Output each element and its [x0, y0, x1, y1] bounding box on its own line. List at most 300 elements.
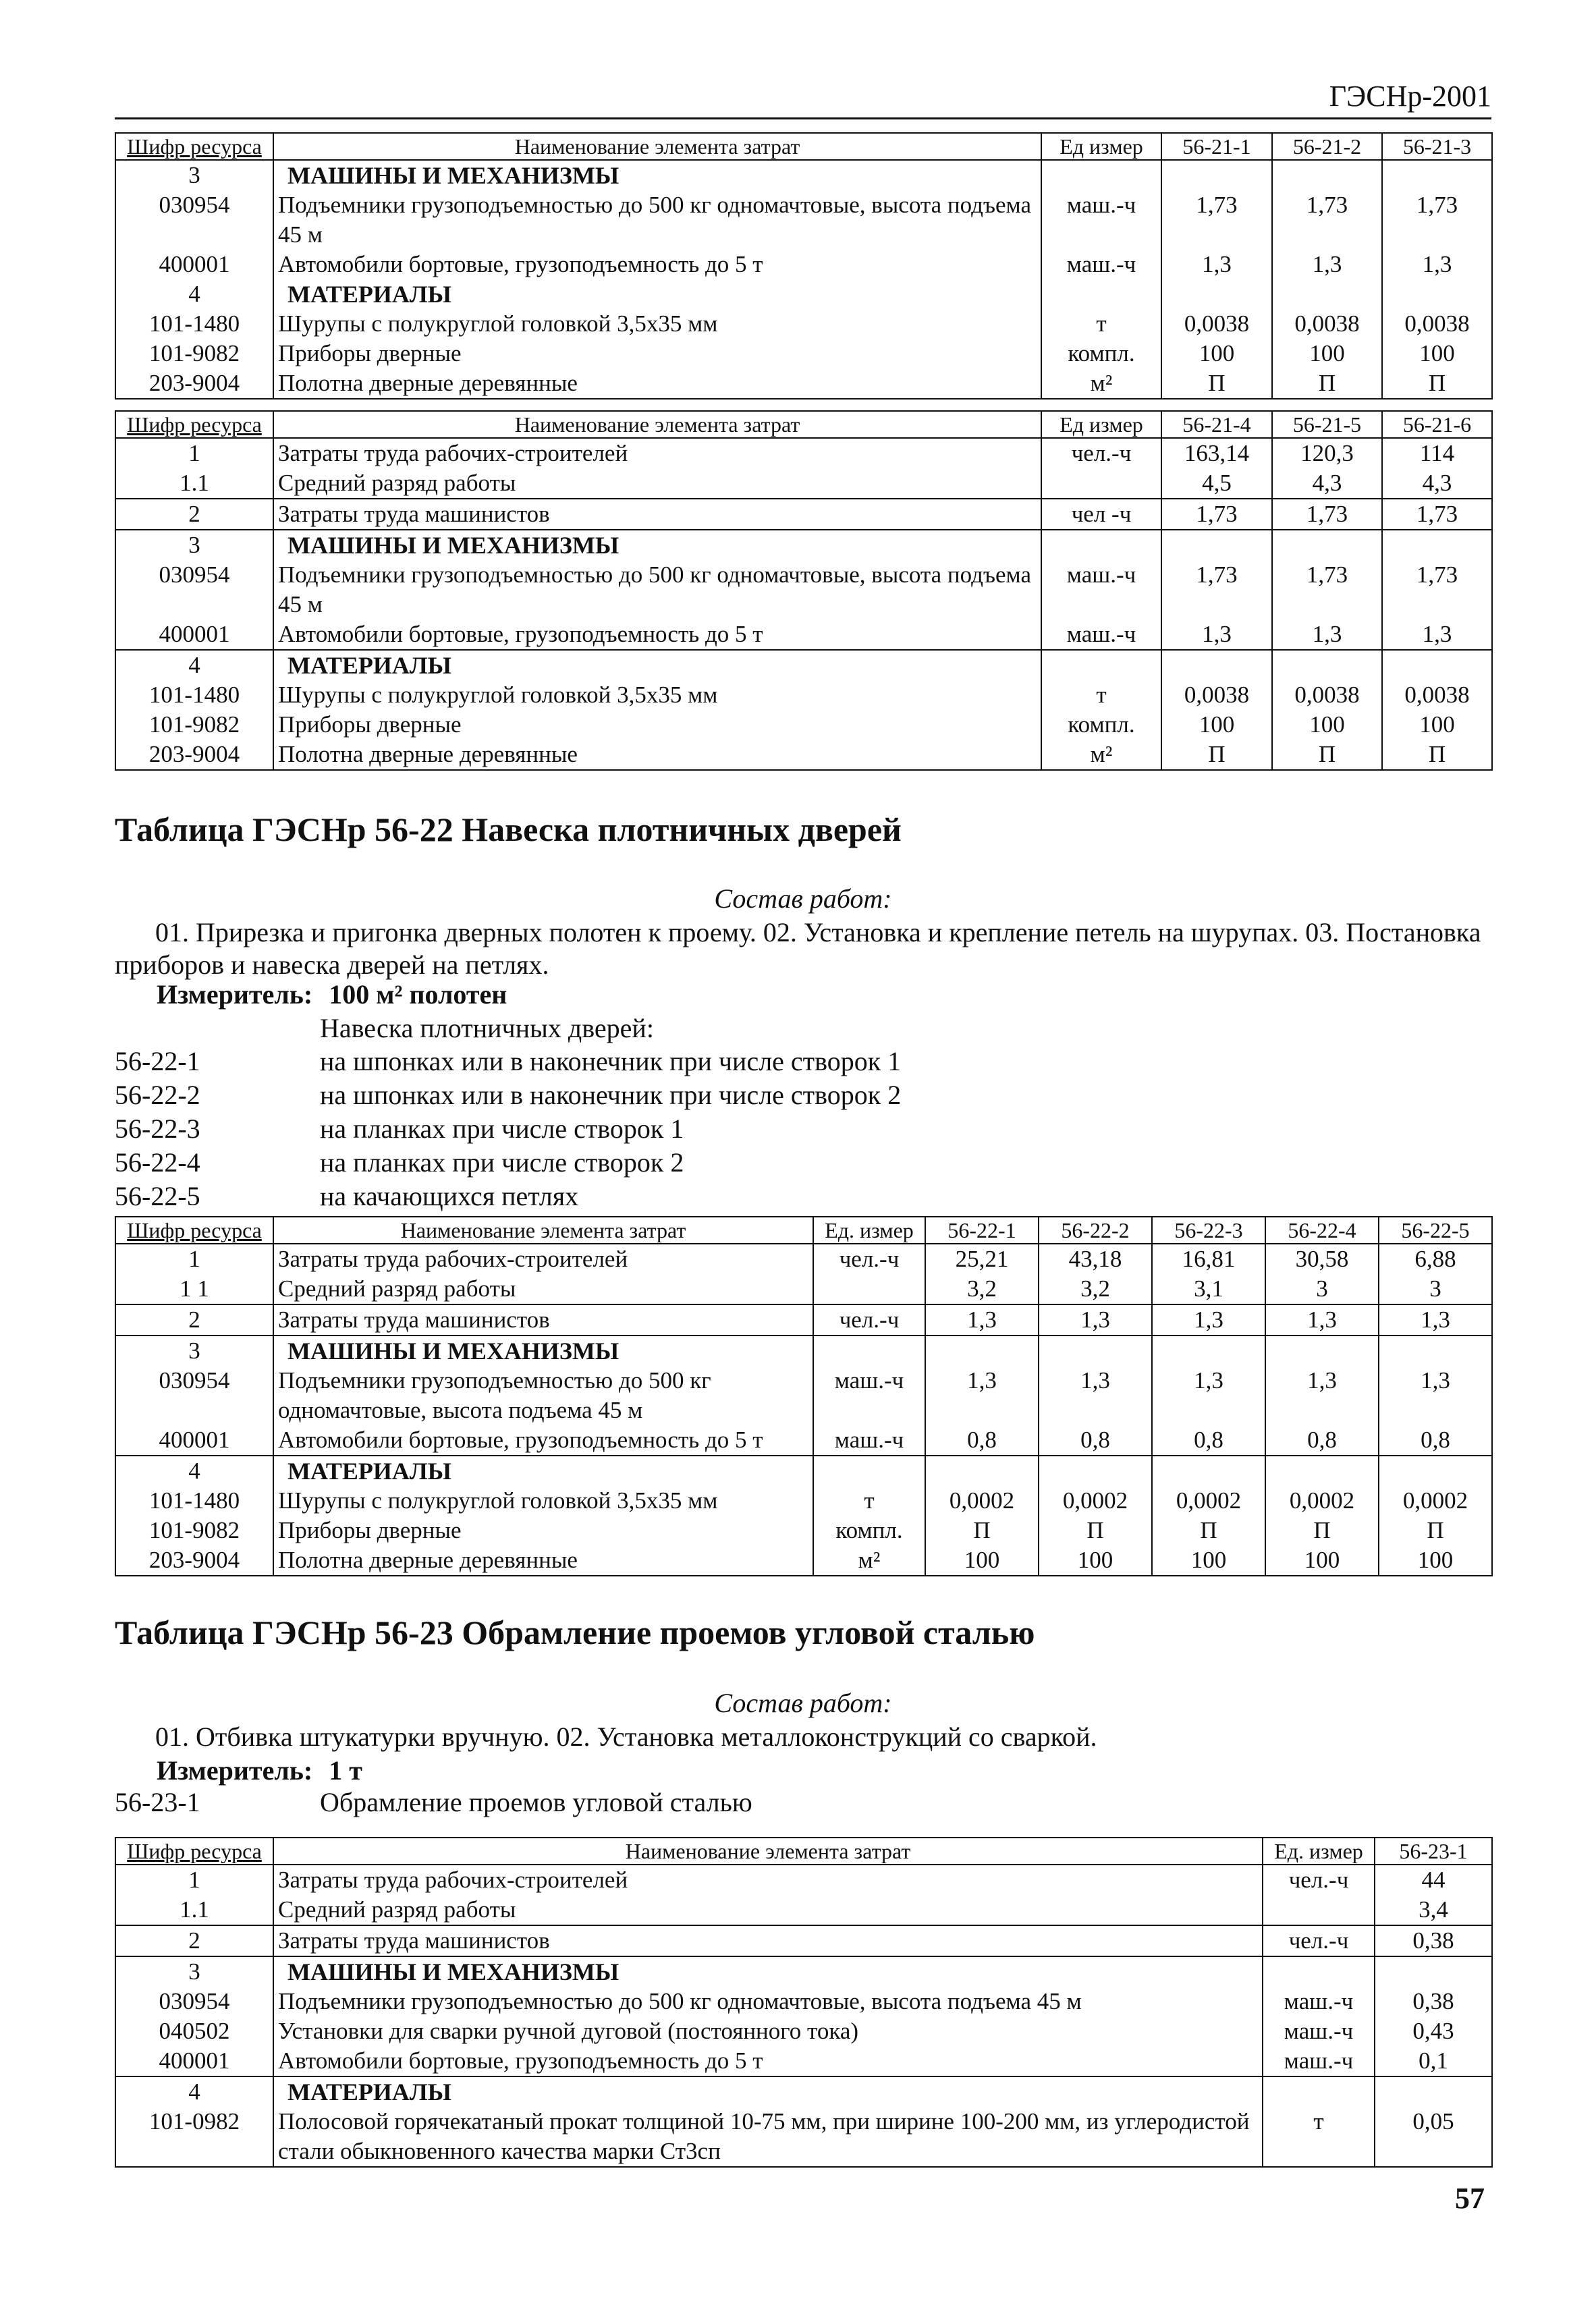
- norm-value: 100: [1272, 339, 1382, 368]
- resource-code: 101-1480: [115, 309, 273, 339]
- norm-value: [1152, 1456, 1265, 1486]
- norm-value: 1,3: [1272, 620, 1382, 650]
- column-header: Шифр ресурса: [115, 133, 273, 160]
- cost-element-name: Шурупы с полукруглой головкой 3,5х35 мм: [273, 680, 1041, 710]
- resource-code: 040502: [115, 2016, 273, 2046]
- unit: [1041, 650, 1161, 680]
- unit: маш.-ч: [1041, 620, 1161, 650]
- cost-element-name: Шурупы с полукруглой головкой 3,5х35 мм: [273, 309, 1041, 339]
- norm-value: 1,3: [1272, 250, 1382, 279]
- unit: т: [1263, 2107, 1375, 2167]
- norm-value: 100: [1379, 1545, 1492, 1576]
- column-header: Ед измер: [1041, 411, 1161, 438]
- resource-code: 4: [115, 1456, 273, 1486]
- cost-element-name: Средний разряд работы: [273, 1895, 1263, 1925]
- unit: компл.: [1041, 710, 1161, 740]
- table-row: [115, 710, 1492, 740]
- norm-value: 3,2: [925, 1274, 1039, 1304]
- column-header: 56-21-1: [1161, 133, 1272, 160]
- norm-value: 1,3: [1039, 1366, 1152, 1425]
- resource-code: 101-9082: [115, 710, 273, 740]
- unit: м²: [1041, 740, 1161, 770]
- norm-value: [1272, 160, 1382, 190]
- norm-value: 0,0038: [1382, 309, 1492, 339]
- norm-value: 1,3: [925, 1366, 1039, 1425]
- unit: чел.-ч: [813, 1304, 925, 1336]
- norm-value: 100: [1152, 1545, 1265, 1576]
- column-header: 56-22-3: [1152, 1217, 1265, 1244]
- norm-value: 1,3: [1379, 1304, 1492, 1336]
- cost-element-name: Приборы дверные: [273, 339, 1041, 368]
- norm-code: 56-22-3: [115, 1113, 200, 1144]
- norm-value: 1,3: [1161, 620, 1272, 650]
- cost-element-name: Автомобили бортовые, грузоподъемность до 5 т: [273, 2046, 1263, 2076]
- norm-value: 100: [1272, 710, 1382, 740]
- section-row: [115, 160, 1492, 190]
- group-title: Навеска плотничных дверей:: [320, 1013, 654, 1043]
- unit: м²: [1041, 368, 1161, 399]
- norm-value: 0,0002: [925, 1486, 1039, 1516]
- table-row: [115, 368, 1492, 399]
- norm-value: 1,73: [1161, 499, 1272, 530]
- norm-value: П: [1039, 1516, 1152, 1545]
- table-row: [115, 250, 1492, 279]
- norm-code: 56-22-1: [115, 1046, 200, 1076]
- norm-value: 4,3: [1272, 468, 1382, 499]
- section-row: [115, 530, 1492, 560]
- resource-code: 400001: [115, 1425, 273, 1456]
- unit: т: [1041, 309, 1161, 339]
- norm-value: 1,3: [1152, 1304, 1265, 1336]
- table-row: [115, 190, 1492, 250]
- norm-item-56-23-1: [115, 1786, 752, 1819]
- norm-list: [115, 1045, 901, 1213]
- norm-value: 1,3: [1382, 620, 1492, 650]
- unit: маш.-ч: [1263, 2016, 1375, 2046]
- norm-value: 1,73: [1382, 499, 1492, 530]
- unit: [1041, 279, 1161, 309]
- norm-code: 56-22-2: [115, 1080, 200, 1110]
- cost-element-name: Средний разряд работы: [273, 468, 1041, 499]
- norm-value: 1,3: [1379, 1366, 1492, 1425]
- unit: т: [1041, 680, 1161, 710]
- norm-value: 0,0038: [1161, 680, 1272, 710]
- norm-text: Обрамление проемов угловой сталью: [320, 1787, 752, 1817]
- norm-value: [1272, 530, 1382, 560]
- cost-element-name: МАШИНЫ И МЕХАНИЗМЫ: [273, 160, 1041, 190]
- resource-code: 1: [115, 1865, 273, 1895]
- unit: маш.-ч: [813, 1366, 925, 1425]
- norm-value: [1265, 1336, 1379, 1366]
- norm-code: 56-22-4: [115, 1147, 200, 1178]
- norm-value: 100: [1265, 1545, 1379, 1576]
- norm-value: [1382, 650, 1492, 680]
- cost-element-name: Приборы дверные: [273, 1516, 813, 1545]
- unit: [813, 1456, 925, 1486]
- table-row: [115, 1925, 1492, 1956]
- norm-value: 3: [1379, 1274, 1492, 1304]
- norm-value: 3,1: [1152, 1274, 1265, 1304]
- norm-value: [1039, 1336, 1152, 1366]
- norm-value: 1,73: [1272, 190, 1382, 250]
- norm-value: 1,73: [1272, 499, 1382, 530]
- norm-value: 44: [1375, 1865, 1492, 1895]
- cost-element-name: Подъемники грузоподъемностью до 500 кг одномачтовые, высота подъема 45 м: [273, 560, 1041, 620]
- norm-value: [1382, 160, 1492, 190]
- table-row: [115, 2016, 1492, 2046]
- unit: [1041, 160, 1161, 190]
- section-row: [115, 1456, 1492, 1486]
- column-header: 56-21-4: [1161, 411, 1272, 438]
- norm-value: 3: [1265, 1274, 1379, 1304]
- table-row: [115, 1366, 1492, 1425]
- column-header: Наименование элемента затрат: [273, 411, 1041, 438]
- norm-value: [1161, 650, 1272, 680]
- resource-code: 1: [115, 438, 273, 468]
- work-composition-label: Состав работ:: [714, 883, 892, 914]
- norm-value: 100: [925, 1545, 1039, 1576]
- column-header: 56-21-3: [1382, 133, 1492, 160]
- cost-element-name: Автомобили бортовые, грузоподъемность до 5 т: [273, 250, 1041, 279]
- norm-value: 100: [1161, 339, 1272, 368]
- column-header: 56-23-1: [1375, 1838, 1492, 1865]
- resource-code: 4: [115, 2076, 273, 2107]
- section-row: [115, 1336, 1492, 1366]
- norm-value: 100: [1161, 710, 1272, 740]
- norm-value: [1272, 279, 1382, 309]
- cost-element-name: МАШИНЫ И МЕХАНИЗМЫ: [273, 1336, 813, 1366]
- header-row: [115, 133, 1492, 160]
- norm-value: 4,5: [1161, 468, 1272, 499]
- norm-text: на шпонках или в наконечник при числе створок 1: [320, 1046, 902, 1076]
- cost-element-name: Затраты труда машинистов: [273, 1925, 1263, 1956]
- unit: м²: [813, 1545, 925, 1576]
- norm-value: 0,0038: [1272, 309, 1382, 339]
- norm-value: [1272, 650, 1382, 680]
- work-composition-label-2: Состав работ:: [714, 1688, 892, 1718]
- resource-code: 4: [115, 279, 273, 309]
- list-item: [115, 1045, 901, 1078]
- unit: [813, 1336, 925, 1366]
- resource-code: 030954: [115, 190, 273, 250]
- norm-text: на качающихся петлях: [320, 1181, 579, 1211]
- table-56-22-title: Таблица ГЭСНр 56-22 Навеска плотничных дверей: [115, 810, 902, 848]
- norm-value: 3,4: [1375, 1895, 1492, 1925]
- header-row: [115, 411, 1492, 438]
- resource-code: 203-9004: [115, 368, 273, 399]
- unit: маш.-ч: [1263, 2046, 1375, 2076]
- resource-code: 1: [115, 1244, 273, 1274]
- table-56-23-title: Таблица ГЭСНр 56-23 Обрамление проемов угловой сталью: [115, 1614, 1035, 1651]
- cost-element-name: Шурупы с полукруглой головкой 3,5х35 мм: [273, 1486, 813, 1516]
- resource-code: 1.1: [115, 468, 273, 499]
- cost-element-name: МАТЕРИАЛЫ: [273, 2076, 1263, 2107]
- unit: т: [813, 1486, 925, 1516]
- cost-element-name: МАТЕРИАЛЫ: [273, 1456, 813, 1486]
- table-row: [115, 438, 1492, 468]
- section-row: [115, 2076, 1492, 2107]
- resource-code: 2: [115, 1925, 273, 1956]
- norm-value: 0,1: [1375, 2046, 1492, 2076]
- norm-value: 3,2: [1039, 1274, 1152, 1304]
- table-56-21-part2: [115, 410, 1493, 771]
- norm-value: 1,3: [1265, 1304, 1379, 1336]
- table-row: [115, 1244, 1492, 1274]
- norm-value: 163,14: [1161, 438, 1272, 468]
- column-header: Шифр ресурса: [115, 1838, 273, 1865]
- table-row: [115, 680, 1492, 710]
- cost-element-name: Затраты труда рабочих-строителей: [273, 438, 1041, 468]
- norm-value: [1152, 1336, 1265, 1366]
- resource-code: 101-9082: [115, 1516, 273, 1545]
- resource-code: 3: [115, 530, 273, 560]
- resource-code: 400001: [115, 250, 273, 279]
- cost-element-name: Приборы дверные: [273, 710, 1041, 740]
- resource-code: 101-1480: [115, 1486, 273, 1516]
- table-row: [115, 1987, 1492, 2016]
- column-header: 56-21-6: [1382, 411, 1492, 438]
- measurer-label-2: Измеритель:: [157, 1755, 313, 1786]
- norm-value: 0,0038: [1272, 680, 1382, 710]
- unit: маш.-ч: [813, 1425, 925, 1456]
- table-row: [115, 468, 1492, 499]
- table-row: [115, 1545, 1492, 1576]
- page-header: [115, 80, 1491, 119]
- norm-value: 0,8: [1039, 1425, 1152, 1456]
- list-item: [115, 1180, 901, 1213]
- cost-element-name: МАТЕРИАЛЫ: [273, 650, 1041, 680]
- norm-value: 0,05: [1375, 2107, 1492, 2167]
- table-row: [115, 1516, 1492, 1545]
- norm-value: 0,0002: [1152, 1486, 1265, 1516]
- unit: маш.-ч: [1041, 190, 1161, 250]
- header-row: [115, 1838, 1492, 1865]
- cost-element-name: Полотна дверные деревянные: [273, 740, 1041, 770]
- column-header: Ед измер: [1041, 133, 1161, 160]
- resource-code: 203-9004: [115, 740, 273, 770]
- cost-element-name: Автомобили бортовые, грузоподъемность до 5 т: [273, 620, 1041, 650]
- table-56-21-part1: [115, 132, 1493, 400]
- norm-text: на шпонках или в наконечник при числе створок 2: [320, 1080, 902, 1110]
- measurer-value-2: 1 т: [329, 1755, 362, 1786]
- norm-value: 1,3: [1039, 1304, 1152, 1336]
- unit: [813, 1274, 925, 1304]
- norm-value: 1,3: [1265, 1366, 1379, 1425]
- norm-value: 0,0038: [1382, 680, 1492, 710]
- table-row: [115, 1425, 1492, 1456]
- cost-element-name: Полотна дверные деревянные: [273, 368, 1041, 399]
- norm-value: 0,38: [1375, 1925, 1492, 1956]
- norm-value: П: [1272, 740, 1382, 770]
- table-row: [115, 740, 1492, 770]
- norm-value: 1,3: [925, 1304, 1039, 1336]
- norm-value: 1,73: [1161, 560, 1272, 620]
- norm-value: [1379, 1456, 1492, 1486]
- table-56-23: [115, 1837, 1493, 2168]
- norm-text: на планках при числе створок 2: [320, 1147, 684, 1178]
- cost-element-name: Подъемники грузоподъемностью до 500 кг одномачтовые, высота подъема 45 м: [273, 1987, 1263, 2016]
- norm-value: 1,3: [1152, 1366, 1265, 1425]
- norm-value: [1379, 1336, 1492, 1366]
- cost-element-name: Средний разряд работы: [273, 1274, 813, 1304]
- norm-value: [1161, 530, 1272, 560]
- resource-code: 3: [115, 160, 273, 190]
- norm-value: 114: [1382, 438, 1492, 468]
- measurer-2: [157, 1755, 362, 1786]
- resource-code: 400001: [115, 2046, 273, 2076]
- column-header: Шифр ресурса: [115, 411, 273, 438]
- norm-value: 100: [1382, 339, 1492, 368]
- resource-code: 400001: [115, 620, 273, 650]
- unit: [1263, 1956, 1375, 1987]
- resource-code: 3: [115, 1956, 273, 1987]
- unit: маш.-ч: [1263, 1987, 1375, 2016]
- norm-text: на планках при числе створок 1: [320, 1113, 684, 1144]
- norm-value: 0,0002: [1039, 1486, 1152, 1516]
- norm-value: 1,3: [1161, 250, 1272, 279]
- norm-value: П: [1265, 1516, 1379, 1545]
- unit: чел.-ч: [1263, 1865, 1375, 1895]
- cost-element-name: Полотна дверные деревянные: [273, 1545, 813, 1576]
- unit: маш.-ч: [1041, 560, 1161, 620]
- measurer-label: Измеритель:: [157, 979, 313, 1010]
- norm-value: 0,38: [1375, 1987, 1492, 2016]
- norm-value: 0,0002: [1379, 1486, 1492, 1516]
- norm-value: 30,58: [1265, 1244, 1379, 1274]
- list-item: [115, 1112, 901, 1146]
- resource-code: 1 1: [115, 1274, 273, 1304]
- norm-value: П: [1152, 1516, 1265, 1545]
- norm-value: [1161, 279, 1272, 309]
- norm-value: 1,73: [1161, 190, 1272, 250]
- header-code: ГЭСНр-2001: [1329, 80, 1491, 113]
- norm-value: П: [1379, 1516, 1492, 1545]
- table-row: [115, 560, 1492, 620]
- norm-value: П: [1272, 368, 1382, 399]
- work-composition-text: 01. Прирезка и пригонка дверных полотен к проему. 02. Установка и крепление петель на шурупах. 03. Постановка приборов и навеска дверей на петлях.: [115, 917, 1481, 980]
- resource-code: 203-9004: [115, 1545, 273, 1576]
- header-row: [115, 1217, 1492, 1244]
- cost-element-name: Затраты труда рабочих-строителей: [273, 1865, 1263, 1895]
- norm-value: 16,81: [1152, 1244, 1265, 1274]
- norm-value: 1,73: [1382, 190, 1492, 250]
- resource-code: 030954: [115, 1987, 273, 2016]
- column-header: 56-22-1: [925, 1217, 1039, 1244]
- unit: [1263, 1895, 1375, 1925]
- norm-value: [1265, 1456, 1379, 1486]
- resource-code: 4: [115, 650, 273, 680]
- unit: [1041, 468, 1161, 499]
- work-composition-text-2: 01. Отбивка штукатурки вручную. 02. Установка металлоконструкций со сваркой.: [155, 1722, 1097, 1752]
- column-header: Наименование элемента затрат: [273, 1217, 813, 1244]
- cost-element-name: Установки для сварки ручной дуговой (постоянного тока): [273, 2016, 1263, 2046]
- norm-value: [1161, 160, 1272, 190]
- norm-value: 0,8: [925, 1425, 1039, 1456]
- list-item: [115, 1078, 901, 1112]
- norm-value: [1382, 279, 1492, 309]
- norm-value: 120,3: [1272, 438, 1382, 468]
- unit: чел.-ч: [1263, 1925, 1375, 1956]
- resource-code: 2: [115, 499, 273, 530]
- column-header: Наименование элемента затрат: [273, 1838, 1263, 1865]
- column-header: 56-22-2: [1039, 1217, 1152, 1244]
- measurer-value: 100 м² полотен: [329, 979, 507, 1010]
- cost-element-name: МАШИНЫ И МЕХАНИЗМЫ: [273, 1956, 1263, 1987]
- norm-value: 0,8: [1152, 1425, 1265, 1456]
- cost-element-name: Подъемники грузоподъемностью до 500 кг одномачтовые, высота подъема 45 м: [273, 1366, 813, 1425]
- norm-value: 1,3: [1382, 250, 1492, 279]
- norm-value: 4,3: [1382, 468, 1492, 499]
- unit: чел.-ч: [1041, 438, 1161, 468]
- unit: компл.: [1041, 339, 1161, 368]
- norm-value: П: [1161, 368, 1272, 399]
- norm-value: [1375, 1956, 1492, 1987]
- resource-code: 101-9082: [115, 339, 273, 368]
- resource-code: 030954: [115, 1366, 273, 1425]
- norm-value: 43,18: [1039, 1244, 1152, 1274]
- column-header: Наименование элемента затрат: [273, 133, 1041, 160]
- unit: [1041, 530, 1161, 560]
- norm-value: [1375, 2076, 1492, 2107]
- table-row: [115, 309, 1492, 339]
- column-header: Ед. измер: [813, 1217, 925, 1244]
- table-row: [115, 339, 1492, 368]
- cost-element-name: Подъемники грузоподъемностью до 500 кг одномачтовые, высота подъема 45 м: [273, 190, 1041, 250]
- cost-element-name: МАШИНЫ И МЕХАНИЗМЫ: [273, 530, 1041, 560]
- norm-value: [925, 1456, 1039, 1486]
- norm-value: П: [925, 1516, 1039, 1545]
- resource-code: 030954: [115, 560, 273, 620]
- norm-value: П: [1161, 740, 1272, 770]
- cost-element-name: Затраты труда машинистов: [273, 1304, 813, 1336]
- resource-code: 1.1: [115, 1895, 273, 1925]
- list-item: [115, 1146, 901, 1180]
- table-row: [115, 1304, 1492, 1336]
- section-row: [115, 1956, 1492, 1987]
- table-56-22: [115, 1216, 1493, 1576]
- table-row: [115, 2107, 1492, 2167]
- norm-value: 100: [1382, 710, 1492, 740]
- norm-code: 56-22-5: [115, 1181, 200, 1211]
- cost-element-name: Автомобили бортовые, грузоподъемность до 5 т: [273, 1425, 813, 1456]
- table-row: [115, 1486, 1492, 1516]
- norm-value: 0,43: [1375, 2016, 1492, 2046]
- norm-value: [925, 1336, 1039, 1366]
- norm-value: 0,8: [1379, 1425, 1492, 1456]
- page-number: 57: [1455, 2182, 1485, 2215]
- norm-value: [1039, 1456, 1152, 1486]
- norm-value: П: [1382, 368, 1492, 399]
- table-row: [115, 1895, 1492, 1925]
- cost-element-name: Полосовой горячекатаный прокат толщиной 10-75 мм, при ширине 100-200 мм, из углеродистой стали обыкновенного качества марки Ст3сп: [273, 2107, 1263, 2167]
- column-header: 56-21-2: [1272, 133, 1382, 160]
- resource-code: 2: [115, 1304, 273, 1336]
- resource-code: 101-1480: [115, 680, 273, 710]
- cost-element-name: Затраты труда машинистов: [273, 499, 1041, 530]
- column-header: 56-22-4: [1265, 1217, 1379, 1244]
- section-row: [115, 650, 1492, 680]
- norm-value: 100: [1039, 1545, 1152, 1576]
- column-header: 56-22-5: [1379, 1217, 1492, 1244]
- measurer: [157, 979, 507, 1010]
- cost-element-name: Затраты труда рабочих-строителей: [273, 1244, 813, 1274]
- norm-value: 0,0002: [1265, 1486, 1379, 1516]
- unit: [1263, 2076, 1375, 2107]
- column-header: 56-21-5: [1272, 411, 1382, 438]
- table-row: [115, 620, 1492, 650]
- norm-value: 25,21: [925, 1244, 1039, 1274]
- table-row: [115, 1865, 1492, 1895]
